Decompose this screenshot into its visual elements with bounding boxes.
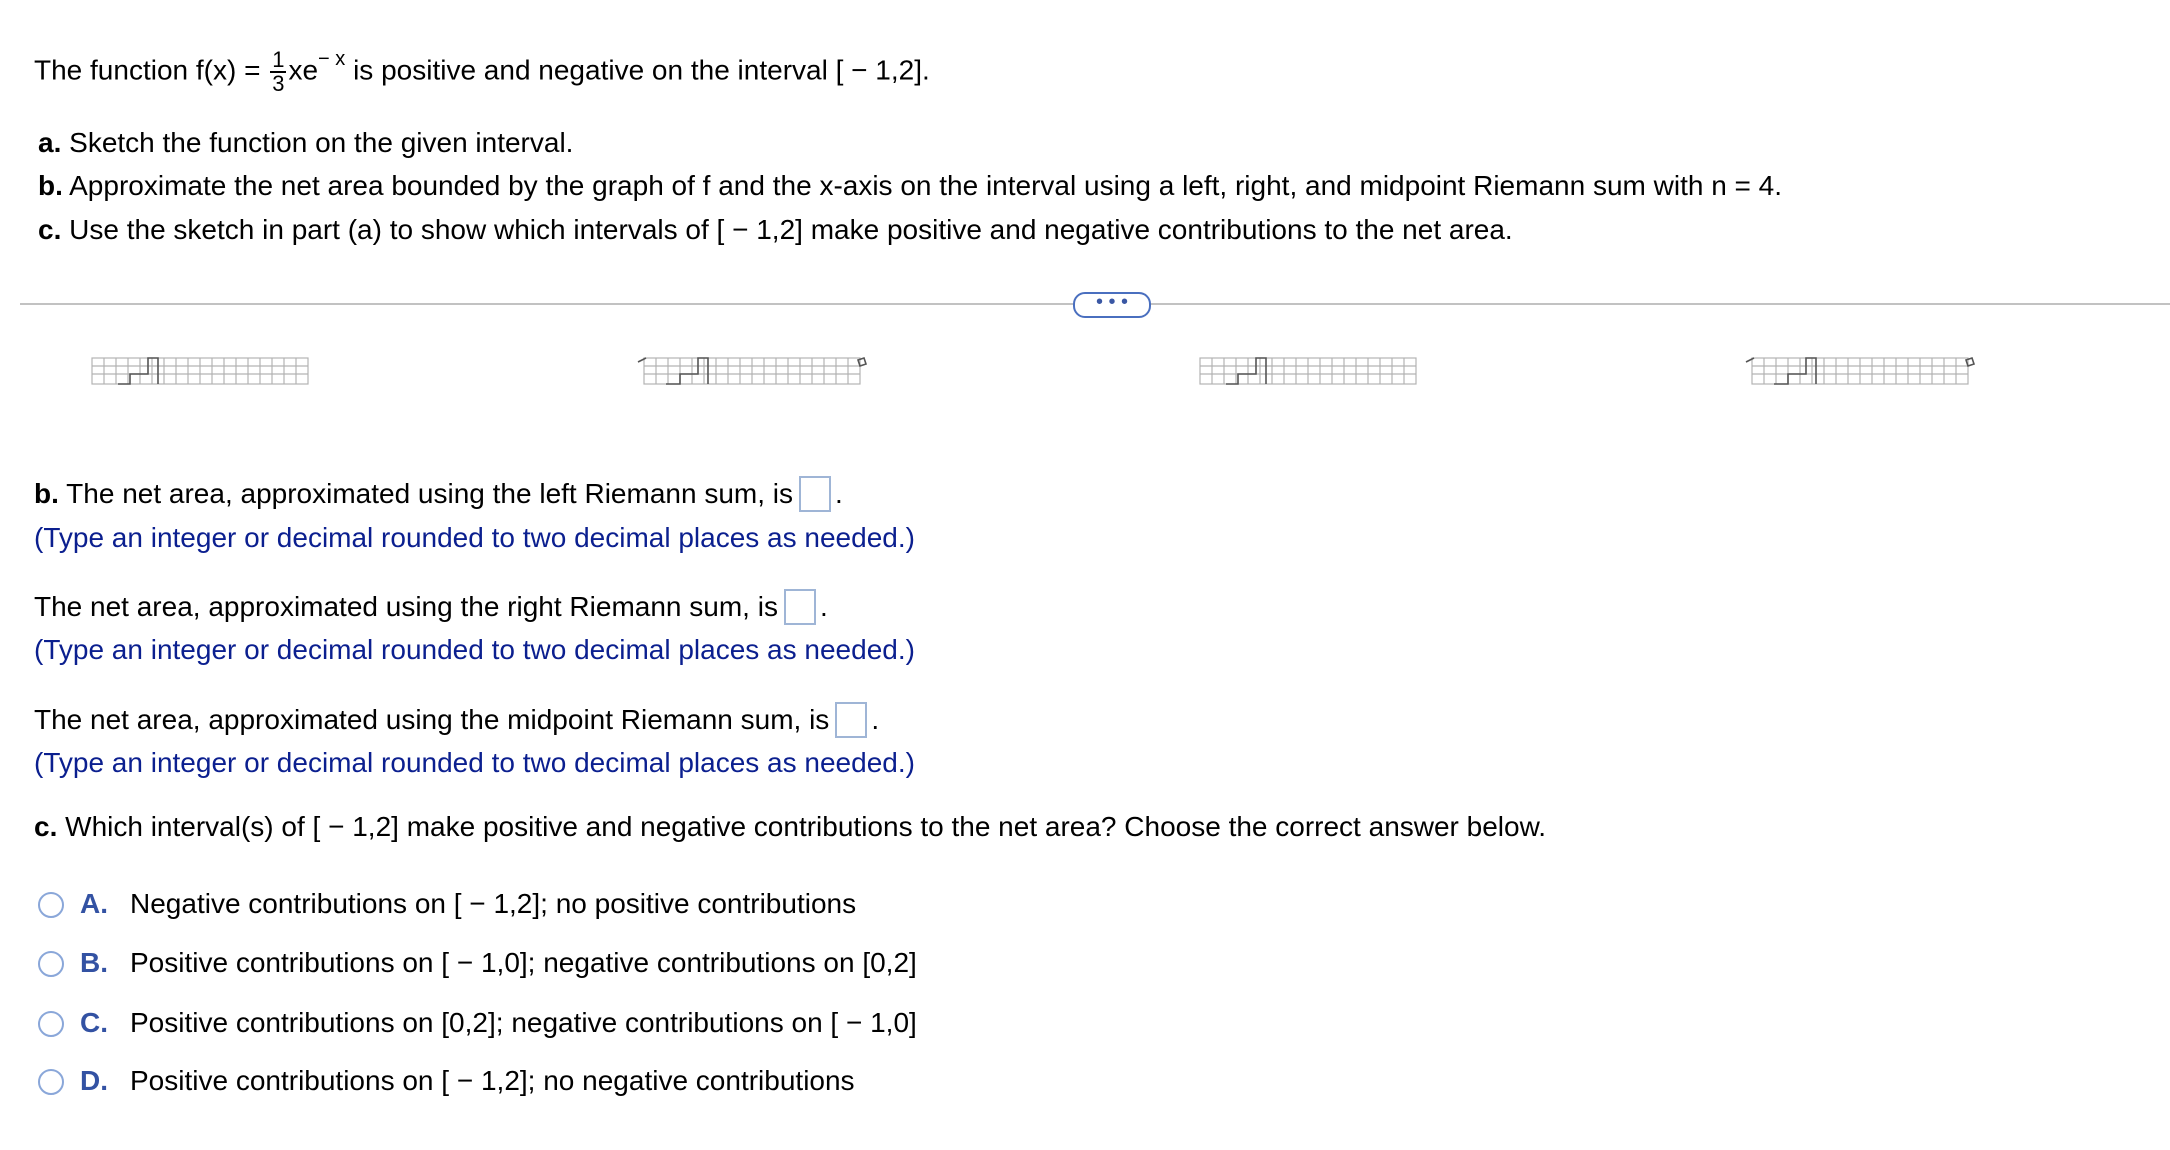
right-sum-prompt: The net area, approximated using the right Riemann sum, is <box>34 591 778 622</box>
part-b-text: Approximate the net area bounded by the graph of f and the x-axis on the interval using a left, right, and midpoint Riemann sum with n = 4. <box>69 170 1783 201</box>
question-c <box>34 810 1546 844</box>
right-sum-input[interactable] <box>784 589 816 625</box>
question-c-text: Which interval(s) of [ − 1,2] make positive and negative contributions to the net area? Choose the correct answer below. <box>65 811 1547 842</box>
part-a-text: Sketch the function on the given interval. <box>69 127 574 158</box>
fraction <box>270 46 286 96</box>
graph-thumbnail-1[interactable] <box>90 354 312 388</box>
part-c <box>38 213 1513 247</box>
thumbnail-grid <box>1200 358 1416 384</box>
option-c-radio[interactable] <box>38 1011 64 1037</box>
thumbnail-grid <box>92 358 308 384</box>
part-c-text: Use the sketch in part (a) to show which intervals of [ − 1,2] make positive and negative contributions to the net area. <box>69 214 1513 245</box>
fraction-denominator: 3 <box>272 70 285 96</box>
problem-statement <box>34 46 930 106</box>
option-d-text: Positive contributions on [ − 1,2]; no negative contributions <box>130 1065 855 1096</box>
graph-thumbnail-2[interactable] <box>636 354 868 388</box>
option-b-radio[interactable] <box>38 951 64 977</box>
show-more-button[interactable]: • • • <box>1073 292 1151 318</box>
function-base: xe <box>288 54 319 86</box>
part-a <box>38 126 573 160</box>
left-sum-question <box>34 477 843 514</box>
intro-before: The function f(x) = <box>34 54 261 86</box>
option-c-letter: C. <box>80 1007 108 1038</box>
option-d-radio[interactable] <box>38 1069 64 1095</box>
left-sum-hint: (Type an integer or decimal rounded to two decimal places as needed.) <box>34 522 915 553</box>
part-a-label: a. <box>38 127 62 158</box>
left-sum-period: . <box>835 478 843 509</box>
part-b-label: b. <box>38 170 63 201</box>
function-exponent: − x <box>318 48 346 70</box>
right-sum-period: . <box>819 591 828 622</box>
part-c-label: c. <box>38 214 62 245</box>
graph-thumbnail-3[interactable] <box>1198 354 1420 388</box>
midpoint-sum-hint: (Type an integer or decimal rounded to two decimal places as needed.) <box>34 747 915 778</box>
option-a-text: Negative contributions on [ − 1,2]; no positive contributions <box>130 888 857 919</box>
right-sum-hint: (Type an integer or decimal rounded to two decimal places as needed.) <box>34 634 915 665</box>
option-b-text: Positive contributions on [ − 1,0]; negative contributions on [0,2] <box>130 947 917 978</box>
intro-after: is positive and negative on the interval [ − 1,2]. <box>353 54 930 86</box>
thumbnail-grid <box>1752 358 1968 384</box>
thumbnail-grid <box>644 358 860 384</box>
left-sum-prompt: The net area, approximated using the left Riemann sum, is <box>66 478 793 509</box>
graph-thumbnail-4[interactable] <box>1744 354 1976 388</box>
option-a-letter: A. <box>80 888 108 919</box>
left-sum-label: b. <box>34 478 59 509</box>
midpoint-sum-question <box>34 703 879 740</box>
question-c-label: c. <box>34 811 58 842</box>
option-b-letter: B. <box>80 947 108 978</box>
part-b <box>38 169 1782 203</box>
option-a-radio[interactable] <box>38 892 64 918</box>
midpoint-sum-input[interactable] <box>835 702 867 738</box>
option-c-text: Positive contributions on [0,2]; negative contributions on [ − 1,0] <box>130 1007 917 1038</box>
fraction-numerator: 1 <box>272 46 285 72</box>
option-d-letter: D. <box>80 1065 108 1096</box>
midpoint-sum-prompt: The net area, approximated using the midpoint Riemann sum, is <box>34 704 830 735</box>
left-sum-input[interactable] <box>799 476 831 512</box>
midpoint-sum-period: . <box>871 704 880 735</box>
right-sum-question <box>34 590 828 627</box>
